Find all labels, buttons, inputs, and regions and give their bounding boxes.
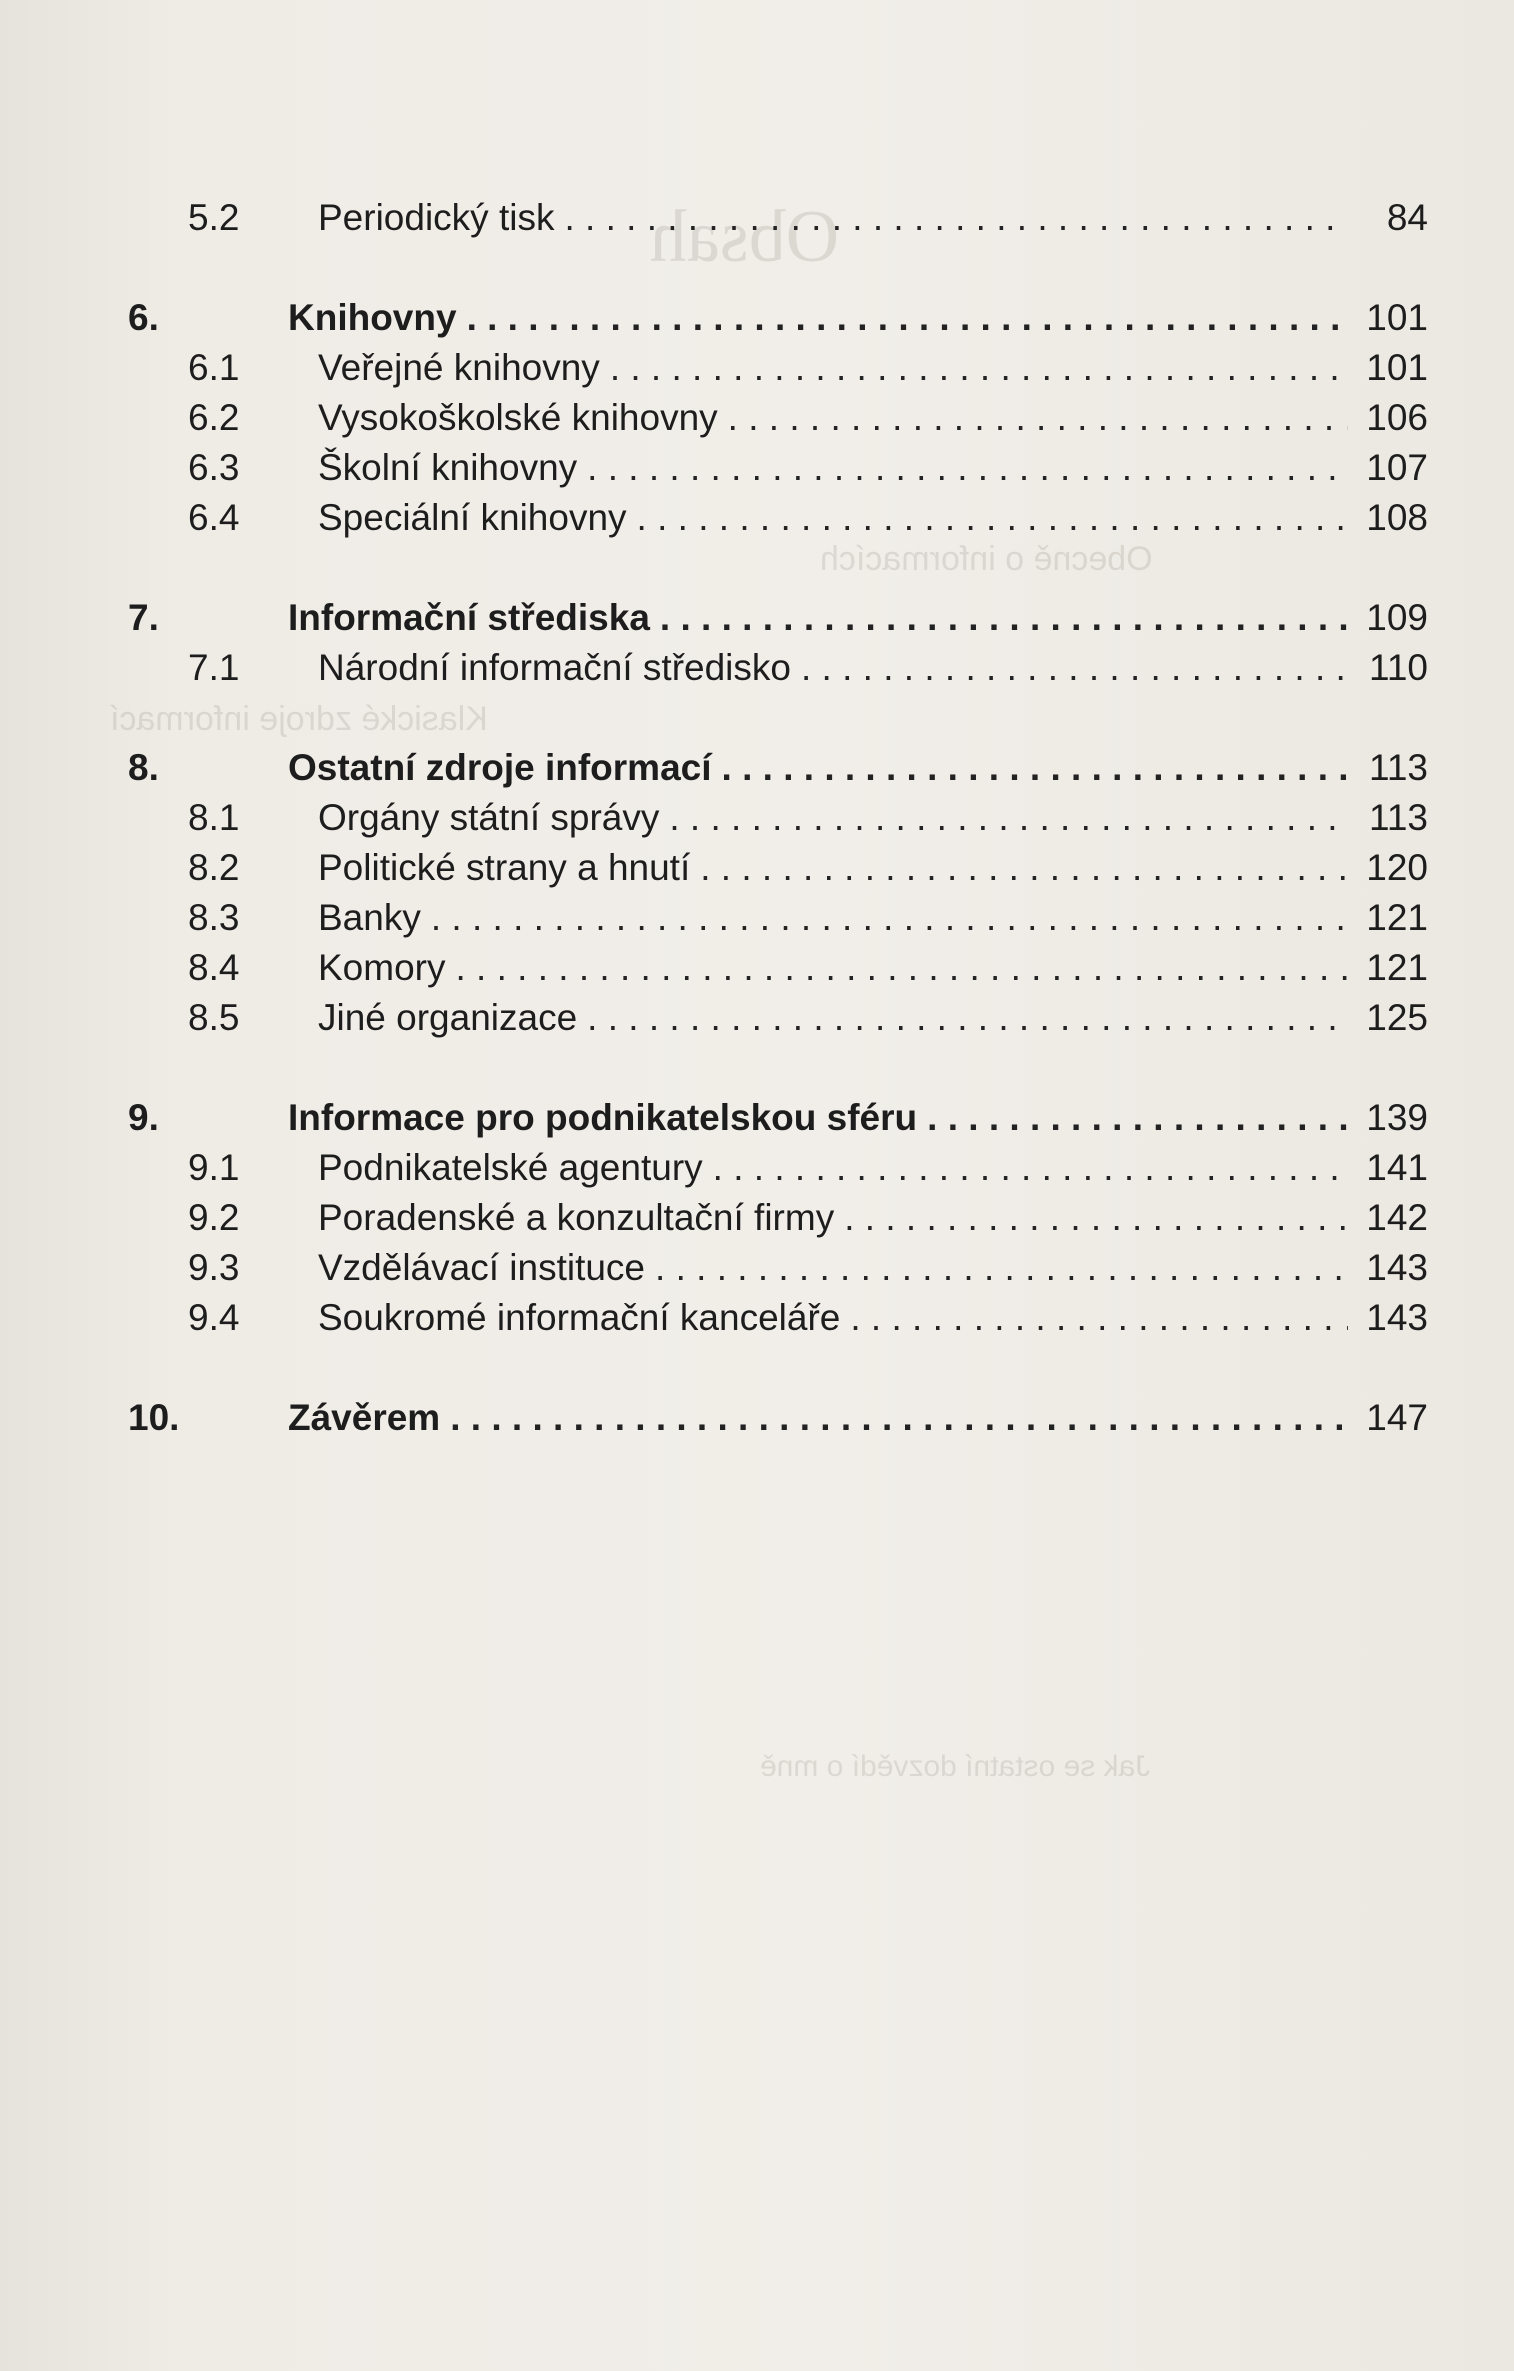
toc-chapter: [128, 1098, 1428, 1138]
entry-number: 6.3: [188, 447, 240, 488]
toc-entry: [128, 948, 1428, 988]
dot-leader: [927, 1098, 1348, 1138]
entry-page: 113: [1369, 797, 1428, 838]
entry-page: 143: [1366, 1247, 1428, 1288]
entry-page: 110: [1369, 647, 1428, 688]
dot-leader: [467, 298, 1348, 338]
bleed-through-text: Jak se ostatní dozvědí o mně: [760, 1750, 1151, 1783]
dot-leader: [587, 448, 1348, 488]
dot-leader: [713, 1148, 1348, 1188]
dot-leader: [669, 798, 1348, 838]
chapter-title: Knihovny: [288, 297, 457, 338]
toc-chapter: [128, 298, 1428, 338]
entry-number: 8.3: [188, 897, 240, 938]
toc-entry: [128, 1298, 1428, 1338]
entry-title: Školní knihovny: [318, 447, 578, 488]
entry-title: Národní informační středisko: [318, 647, 791, 688]
entry-title: Vzdělávací instituce: [318, 1247, 646, 1288]
toc-chapter: [128, 748, 1428, 788]
toc-entry: [128, 998, 1428, 1038]
entry-number: 8.2: [188, 847, 240, 888]
entry-number: 6.2: [188, 397, 240, 438]
toc-entry: [128, 1198, 1428, 1238]
entry-page: 106: [1366, 397, 1428, 438]
entry-title: Periodický tisk: [318, 197, 555, 238]
chapter-title: Informace pro podnikatelskou sféru: [288, 1097, 918, 1138]
entry-title: Soukromé informační kanceláře: [318, 1297, 841, 1338]
dot-leader: [637, 498, 1348, 538]
dot-leader: [455, 948, 1348, 988]
toc-entry: [128, 648, 1428, 688]
chapter-page: 113: [1369, 747, 1428, 788]
dot-leader: [564, 198, 1348, 238]
dot-leader: [587, 998, 1348, 1038]
toc-entry: [128, 1248, 1428, 1288]
dot-leader: [844, 1198, 1348, 1238]
toc-chapter: [128, 1398, 1428, 1438]
chapter-page: 139: [1366, 1097, 1428, 1138]
toc-entry: [128, 1148, 1428, 1188]
entry-number: 8.1: [188, 797, 240, 838]
dot-leader: [431, 898, 1348, 938]
dot-leader: [450, 1398, 1348, 1438]
toc-entry: [128, 348, 1428, 388]
chapter-number: 10.: [128, 1397, 180, 1438]
entry-title: Podnikatelské agentury: [318, 1147, 703, 1188]
toc-entry: [128, 848, 1428, 888]
entry-number: 9.4: [188, 1297, 240, 1338]
entry-page: 121: [1366, 897, 1428, 938]
chapter-title: Závěrem: [288, 1397, 441, 1438]
entry-title: Veřejné knihovny: [318, 347, 600, 388]
entry-page: 141: [1366, 1147, 1428, 1188]
dot-leader: [655, 1248, 1348, 1288]
toc-entry: [128, 898, 1428, 938]
dot-leader: [610, 348, 1348, 388]
entry-title: Banky: [318, 897, 421, 938]
entry-page: 108: [1366, 497, 1428, 538]
chapter-page: 101: [1366, 297, 1428, 338]
chapter-title: Ostatní zdroje informací: [288, 747, 712, 788]
toc-entry: [128, 198, 1428, 238]
entry-number: 9.3: [188, 1247, 240, 1288]
entry-page: 142: [1366, 1197, 1428, 1238]
entry-number: 9.1: [188, 1147, 240, 1188]
toc-entry: [128, 398, 1428, 438]
entry-title: Komory: [318, 947, 446, 988]
entry-page: 101: [1366, 347, 1428, 388]
entry-page: 107: [1366, 447, 1428, 488]
bleed-through-text: Obecně o informacích: [820, 540, 1153, 578]
entry-page: 121: [1366, 947, 1428, 988]
chapter-number: 9.: [128, 1097, 159, 1138]
chapter-title: Informační střediska: [288, 597, 650, 638]
dot-leader: [728, 398, 1348, 438]
toc-entry: [128, 498, 1428, 538]
entry-title: Politické strany a hnutí: [318, 847, 691, 888]
toc-entry: [128, 798, 1428, 838]
dot-leader: [660, 598, 1348, 638]
bleed-through-text: Klasické zdroje informací: [110, 700, 488, 738]
entry-page: 84: [1386, 197, 1428, 238]
entry-number: 5.2: [188, 197, 240, 238]
dot-leader: [700, 848, 1348, 888]
entry-title: Poradenské a konzultační firmy: [318, 1197, 835, 1238]
entry-number: 7.1: [188, 647, 240, 688]
entry-title: Vysokoškolské knihovny: [318, 397, 718, 438]
chapter-number: 7.: [128, 597, 159, 638]
entry-title: Speciální knihovny: [318, 497, 627, 538]
entry-title: Jiné organizace: [318, 997, 578, 1038]
chapter-page: 147: [1366, 1397, 1428, 1438]
chapter-page: 109: [1366, 597, 1428, 638]
entry-number: 8.4: [188, 947, 240, 988]
entry-number: 8.5: [188, 997, 240, 1038]
entry-number: 6.1: [188, 347, 240, 388]
entry-page: 120: [1366, 847, 1428, 888]
dot-leader: [850, 1298, 1348, 1338]
entry-number: 9.2: [188, 1197, 240, 1238]
dot-leader: [722, 748, 1348, 788]
bleed-through-text: Obsah: [650, 196, 840, 278]
chapter-number: 8.: [128, 747, 159, 788]
toc-entry: [128, 448, 1428, 488]
dot-leader: [801, 648, 1348, 688]
chapter-number: 6.: [128, 297, 159, 338]
entry-title: Orgány státní správy: [318, 797, 660, 838]
entry-number: 6.4: [188, 497, 240, 538]
entry-page: 125: [1366, 997, 1428, 1038]
toc-chapter: [128, 598, 1428, 638]
entry-page: 143: [1366, 1297, 1428, 1338]
